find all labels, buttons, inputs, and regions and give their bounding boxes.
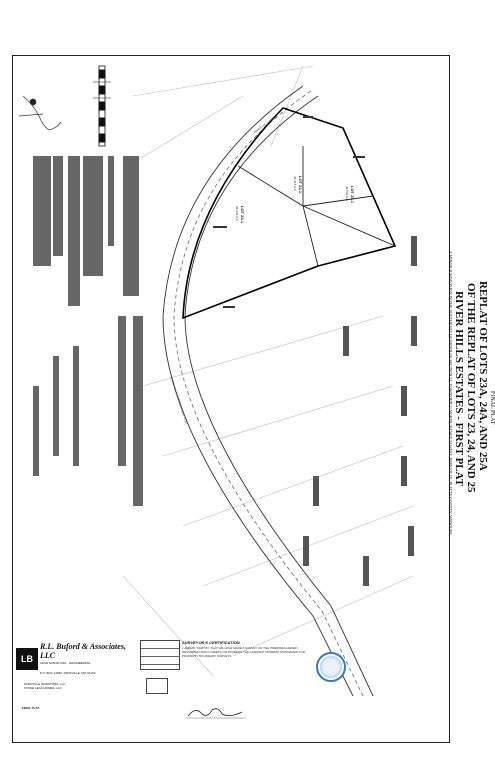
certification-block [182,640,312,658]
lot-boundary [183,108,395,318]
lot-25-area: 43,519 S.F. [345,186,349,202]
lot-23-area: 46,364 S.F. [235,206,239,222]
title-line-1: FINAL PLAT [489,391,495,425]
location-map [19,96,61,130]
sheet-number-box [146,678,168,694]
sheet-label: FINAL PLAT [22,706,40,710]
lot-24-area: 42,417 S.F. [293,176,297,192]
company-address: P.O. BOX 14665, PARKVILLE, MO 64152 [40,671,96,675]
client-block [24,682,134,690]
company-sub: LAND SURVEYING · ENGINEERING [40,661,91,665]
title-line-5: A MINOR SUBDIVISION IN THE SOUTHEAST QUARTER OF SECTION 31, TOWNSHIP 52 NORTH, RANGE 34 WEST, PARKVILLE, PLATTE COUNTY, MISSOURI [448,251,453,535]
company-logo: LB [16,648,38,670]
title-line-3: OF THE REPLAT OF LOTS 23, 24, AND 25 [465,283,477,493]
cert-title: SURVEYOR'S CERTIFICATION [182,640,240,645]
signature [186,704,246,720]
client-line-1: PARKVILLE INVESTORS, LLC [24,682,66,686]
drive-label: RIVER HILLS DRIVE [253,114,279,135]
scale-bar [93,66,111,146]
title-line-2: REPLAT OF LOTS 23A, 24A, AND 25A [477,281,489,471]
lot-24-label: LOT 24-1 [298,176,303,194]
surveyor-seal [316,652,346,682]
lot-23-label: LOT 23-1 [240,206,245,224]
client-line-2: STONE LEAF HOMES, LLC [24,686,62,690]
title-line-4: RIVER HILLS ESTATES - FIRST PLAT [453,291,465,487]
cert-text: I HEREBY CERTIFY THAT WE HAVE MADE A SURVEY OF THE PREMISES HEREIN DESCRIBED WHICH MEETS OR EXCEEDS THE CURRENT MINIMUM STANDARDS FOR PROPERTY BOUNDARY SURVEYS [182,646,306,658]
sheet-info-grid [140,640,180,670]
company-block [40,642,140,680]
road-label: RIVER HILLS ESTATES FIRST PLAT [169,376,189,425]
road-right-of-way [163,86,373,696]
company-name: R.L. Buford & Associates, LLC [40,642,126,660]
lot-25-label: LOT 25-1 [350,186,355,204]
